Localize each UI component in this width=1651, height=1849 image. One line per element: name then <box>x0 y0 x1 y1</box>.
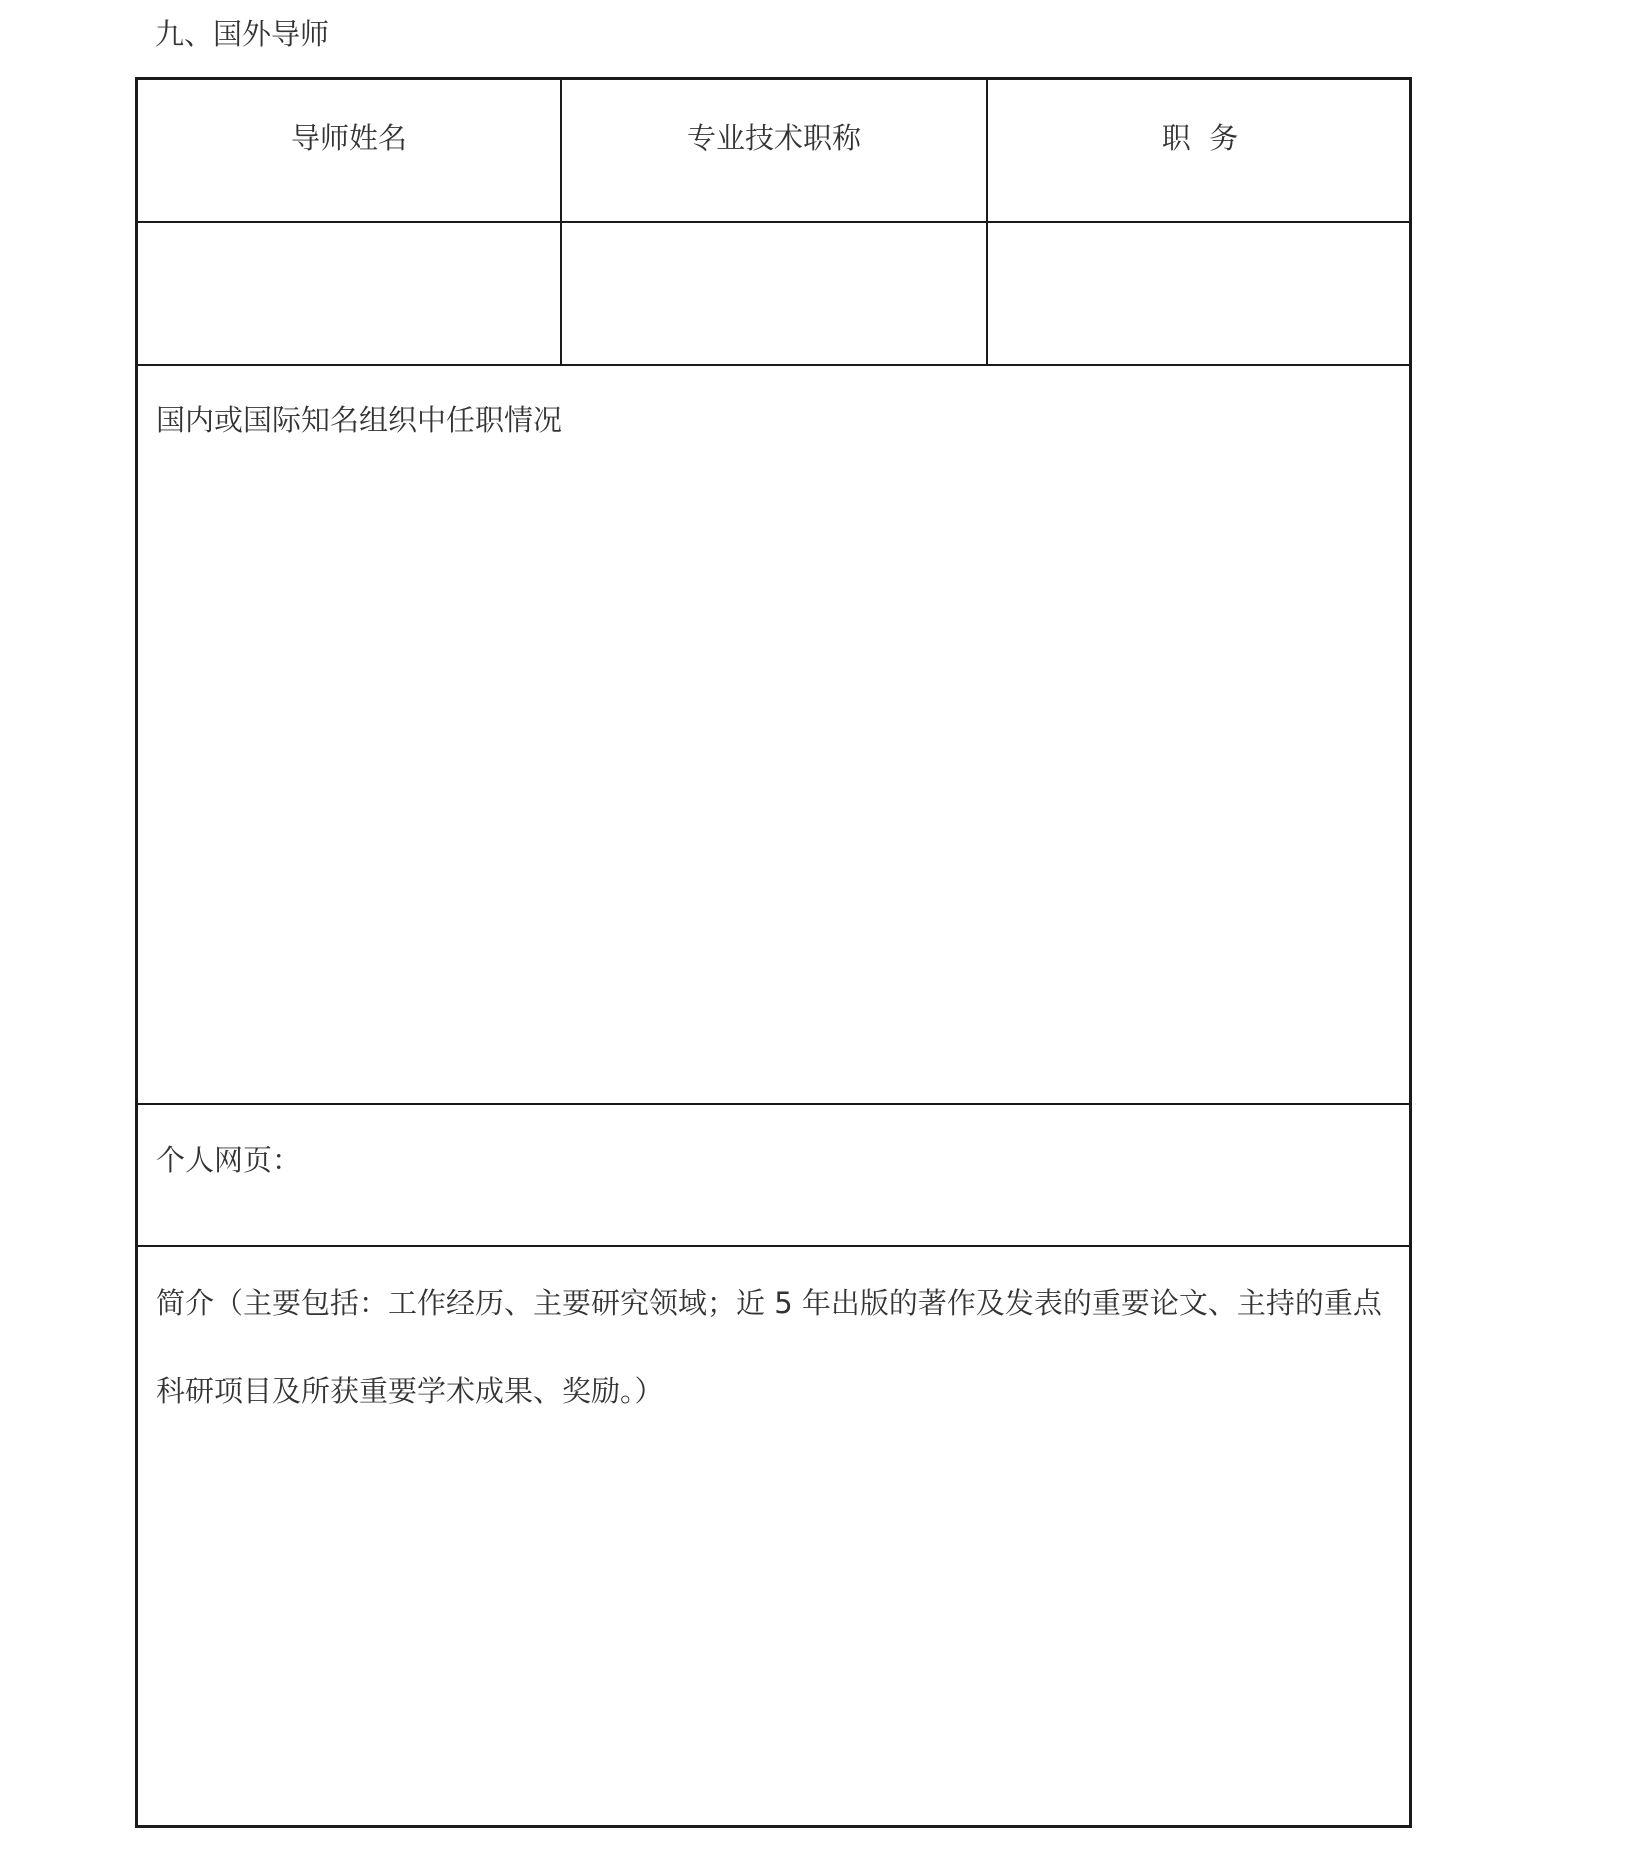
organization-positions-label: 国内或国际知名组织中任职情况 <box>156 403 563 437</box>
section-title: 九、国外导师 <box>155 17 330 51</box>
biography-field[interactable] <box>138 1425 1409 1825</box>
professional-title-field[interactable] <box>562 223 986 364</box>
foreign-advisor-form-table <box>135 77 1412 1828</box>
advisor-name-field[interactable] <box>138 223 560 364</box>
header-advisor-name: 导师姓名 <box>290 121 407 155</box>
header-position: 职 务 <box>1161 121 1239 155</box>
table-divider-row1 <box>138 364 1409 366</box>
biography-label-line1: 简介（主要包括：工作经历、主要研究领域；近 5 年出版的著作及发表的重要论文、主持的重点 <box>156 1286 1382 1320</box>
table-divider-webpage <box>138 1245 1409 1247</box>
organization-positions-field[interactable] <box>138 450 1409 1100</box>
position-field[interactable] <box>988 223 1412 364</box>
personal-webpage-field[interactable] <box>298 1105 1409 1245</box>
header-professional-title: 专业技术职称 <box>686 121 861 155</box>
personal-webpage-label: 个人网页： <box>156 1143 302 1177</box>
biography-label-line2: 科研项目及所获重要学术成果、奖励。） <box>156 1374 664 1408</box>
